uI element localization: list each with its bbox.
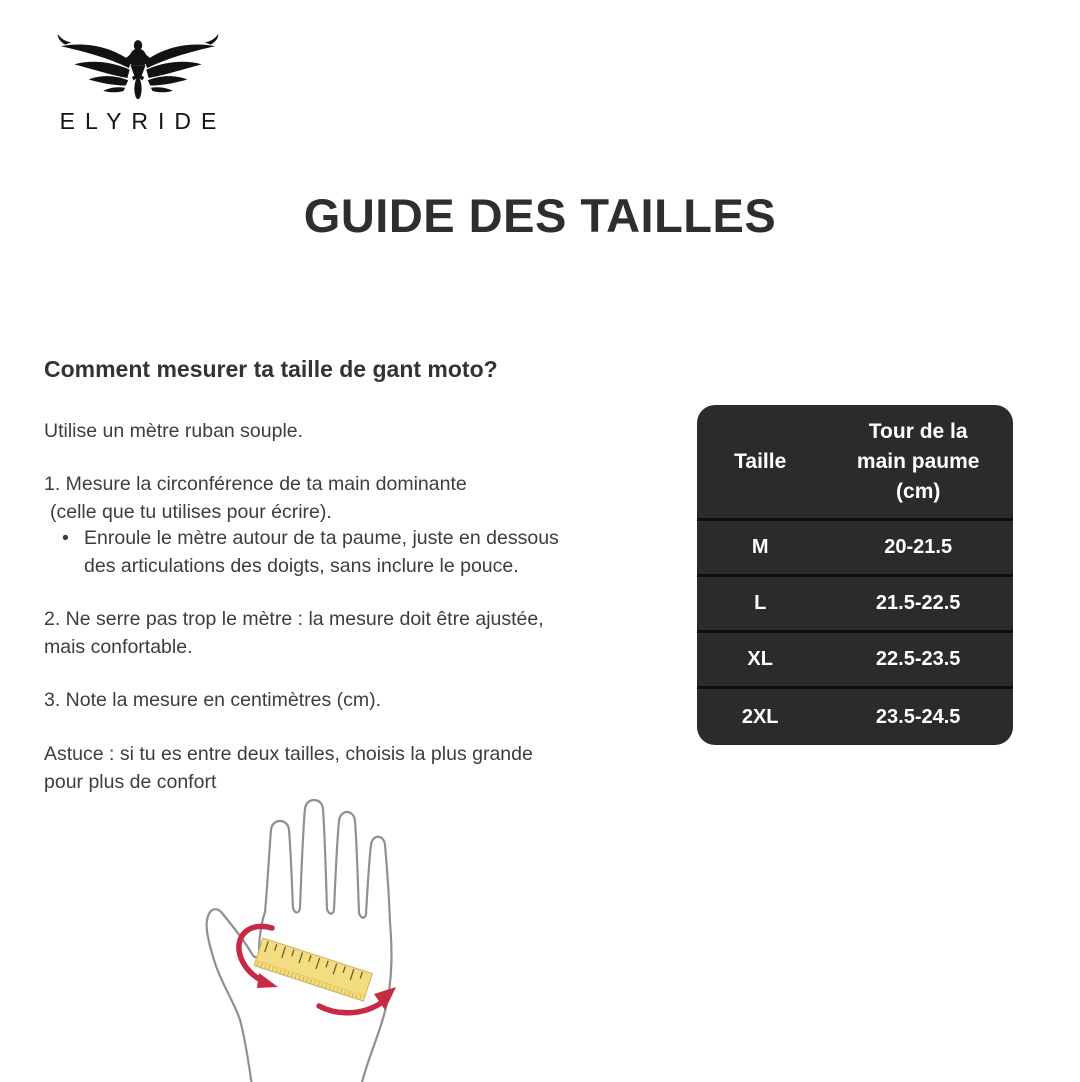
range-cell: 20-21.5: [884, 536, 953, 558]
bullet-item: [62, 525, 559, 580]
hand-measure-illustration: [193, 782, 483, 1082]
header-size-column: Taille: [734, 449, 787, 473]
step-line: (celle que tu utilises pour écrire).: [50, 500, 332, 523]
header-range-column: Tour de la main paume (cm): [856, 419, 980, 503]
step-line: Astuce : si tu es entre deux tailles, choisis la plus grande: [44, 743, 533, 765]
table-row: [697, 577, 1013, 633]
step-line: mais confortable.: [44, 635, 193, 658]
range-cell: 22.5-23.5: [875, 648, 961, 670]
step-line: Enroule le mètre autour de ta paume, juste en dessous: [84, 527, 559, 549]
bullet-icon: •: [62, 527, 69, 549]
hand-outline: [207, 800, 392, 1082]
section-heading: Comment mesurer ta taille de gant moto?: [44, 356, 498, 382]
step-3: [44, 687, 381, 715]
step-line: des articulations des doigts, sans inclure le pouce.: [84, 554, 519, 577]
size-cell: L: [754, 592, 767, 614]
intro-text: Utilise un mètre ruban souple.: [44, 420, 304, 442]
range-cell: 21.5-22.5: [875, 592, 961, 614]
step-line: 3. Note la mesure en centimètres (cm).: [44, 689, 382, 711]
size-table: [697, 405, 1013, 745]
table-row: [697, 633, 1013, 689]
size-cell: 2XL: [741, 705, 779, 728]
size-cell: XL: [747, 648, 773, 670]
step-line: pour plus de confort: [44, 770, 217, 793]
table-row: [697, 689, 1013, 745]
step-2: [44, 606, 544, 661]
step-line: 1. Mesure la circonférence de ta main dominante: [44, 473, 467, 495]
hand-with-measuring-tape-icon: [193, 782, 483, 1082]
step-1: [44, 471, 467, 526]
brand-name: ELYRIDE: [59, 108, 227, 134]
bullet-text: [84, 525, 559, 580]
brand-logo: [30, 34, 246, 135]
page-title: GUIDE DES TAILLES: [303, 189, 777, 242]
winged-motorcycle-rider-icon: [30, 34, 246, 106]
table-row: [697, 521, 1013, 577]
range-cell: 23.5-24.5: [875, 705, 961, 728]
size-table-header: [697, 405, 1013, 521]
size-cell: M: [751, 536, 769, 558]
step-line: 2. Ne serre pas trop le mètre : la mesure doit être ajustée,: [44, 608, 544, 630]
